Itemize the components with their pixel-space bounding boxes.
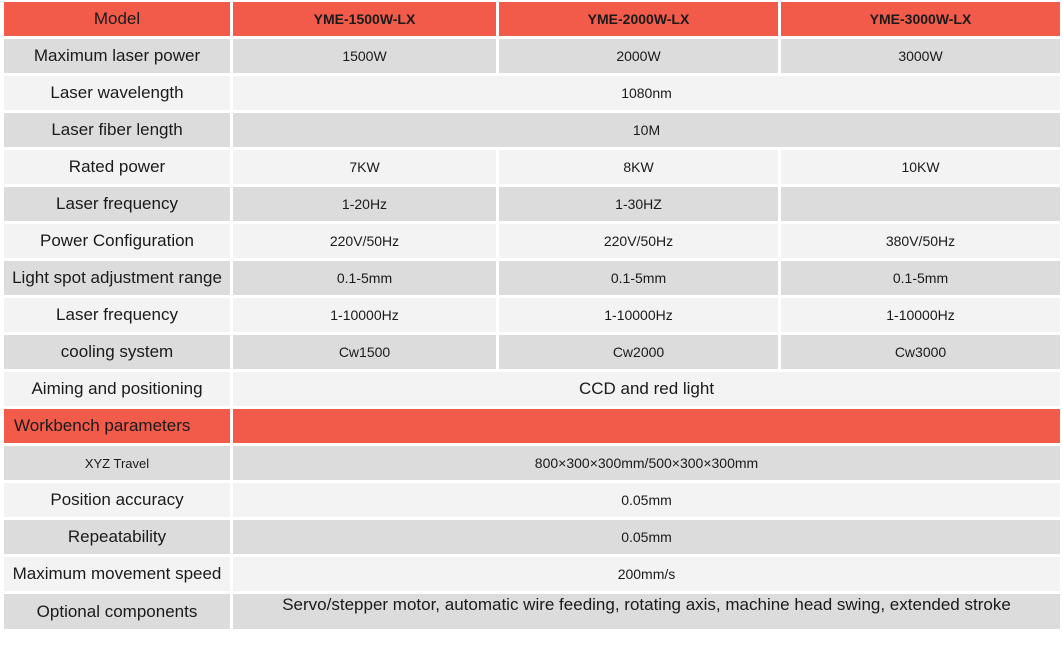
header-model-1500w: YME-1500W-LX (233, 2, 499, 39)
cell-value: 1-30HZ (499, 187, 781, 224)
cell-value: 220V/50Hz (233, 224, 499, 261)
row-label: Laser fiber length (4, 113, 233, 150)
row-label: Light spot adjustment range (4, 261, 233, 298)
table-row (4, 113, 1060, 150)
cell-value: 7KW (233, 150, 499, 187)
header-model-2000w: YME-2000W-LX (499, 2, 781, 39)
table-row (4, 520, 1060, 557)
row-label: Repeatability (4, 520, 233, 557)
cell-value: Cw2000 (499, 335, 781, 372)
table-row (4, 224, 1060, 261)
table-row (4, 76, 1060, 113)
row-label: Power Configuration (4, 224, 233, 261)
cell-value: 1-20Hz (233, 187, 499, 224)
cell-value: 2000W (499, 39, 781, 76)
table-row (4, 446, 1060, 483)
spec-table (4, 2, 1060, 632)
cell-value: 1-10000Hz (499, 298, 781, 335)
table-row (4, 483, 1060, 520)
cell-value: 0.1-5mm (499, 261, 781, 298)
cell-value: 1500W (233, 39, 499, 76)
cell-value: 200mm/s (233, 557, 1060, 594)
cell-value: 10KW (781, 150, 1060, 187)
header-row (4, 2, 1060, 39)
cell-value: 220V/50Hz (499, 224, 781, 261)
cell-value: 1080nm (233, 76, 1060, 113)
table-row (4, 557, 1060, 594)
row-label: Rated power (4, 150, 233, 187)
table-row (4, 261, 1060, 298)
cell-value: 3000W (781, 39, 1060, 76)
cell-value: 380V/50Hz (781, 224, 1060, 261)
cell-value: CCD and red light (233, 372, 1060, 409)
header-model: Model (4, 2, 233, 39)
table-row (4, 298, 1060, 335)
cell-value: Servo/stepper motor, automatic wire feeding, rotating axis, machine head swing, extended stroke (233, 594, 1060, 632)
cell-value (781, 187, 1060, 224)
section-fill (233, 409, 1060, 446)
header-model-3000w: YME-3000W-LX (781, 2, 1060, 39)
row-label: Laser wavelength (4, 76, 233, 113)
row-label: Aiming and positioning (4, 372, 233, 409)
row-label: Laser frequency (4, 187, 233, 224)
cell-value: 0.05mm (233, 483, 1060, 520)
cell-value: Cw1500 (233, 335, 499, 372)
cell-value: 8KW (499, 150, 781, 187)
table-row (4, 187, 1060, 224)
cell-value: Cw3000 (781, 335, 1060, 372)
row-label: Laser frequency (4, 298, 233, 335)
section-title: Workbench parameters (4, 409, 233, 446)
table-row (4, 39, 1060, 76)
table-row (4, 594, 1060, 632)
row-label: cooling system (4, 335, 233, 372)
cell-value: 1-10000Hz (233, 298, 499, 335)
cell-value: 0.1-5mm (233, 261, 499, 298)
table-row (4, 150, 1060, 187)
table-row (4, 372, 1060, 409)
cell-value: 0.1-5mm (781, 261, 1060, 298)
row-label: Position accuracy (4, 483, 233, 520)
row-label: XYZ Travel (4, 446, 233, 483)
cell-value: 10M (233, 113, 1060, 150)
section-header-row (4, 409, 1060, 446)
row-label: Maximum movement speed (4, 557, 233, 594)
table-row (4, 335, 1060, 372)
cell-value: 800×300×300mm/500×300×300mm (233, 446, 1060, 483)
cell-value: 1-10000Hz (781, 298, 1060, 335)
row-label: Maximum laser power (4, 39, 233, 76)
cell-value: 0.05mm (233, 520, 1060, 557)
row-label: Optional components (4, 594, 233, 632)
